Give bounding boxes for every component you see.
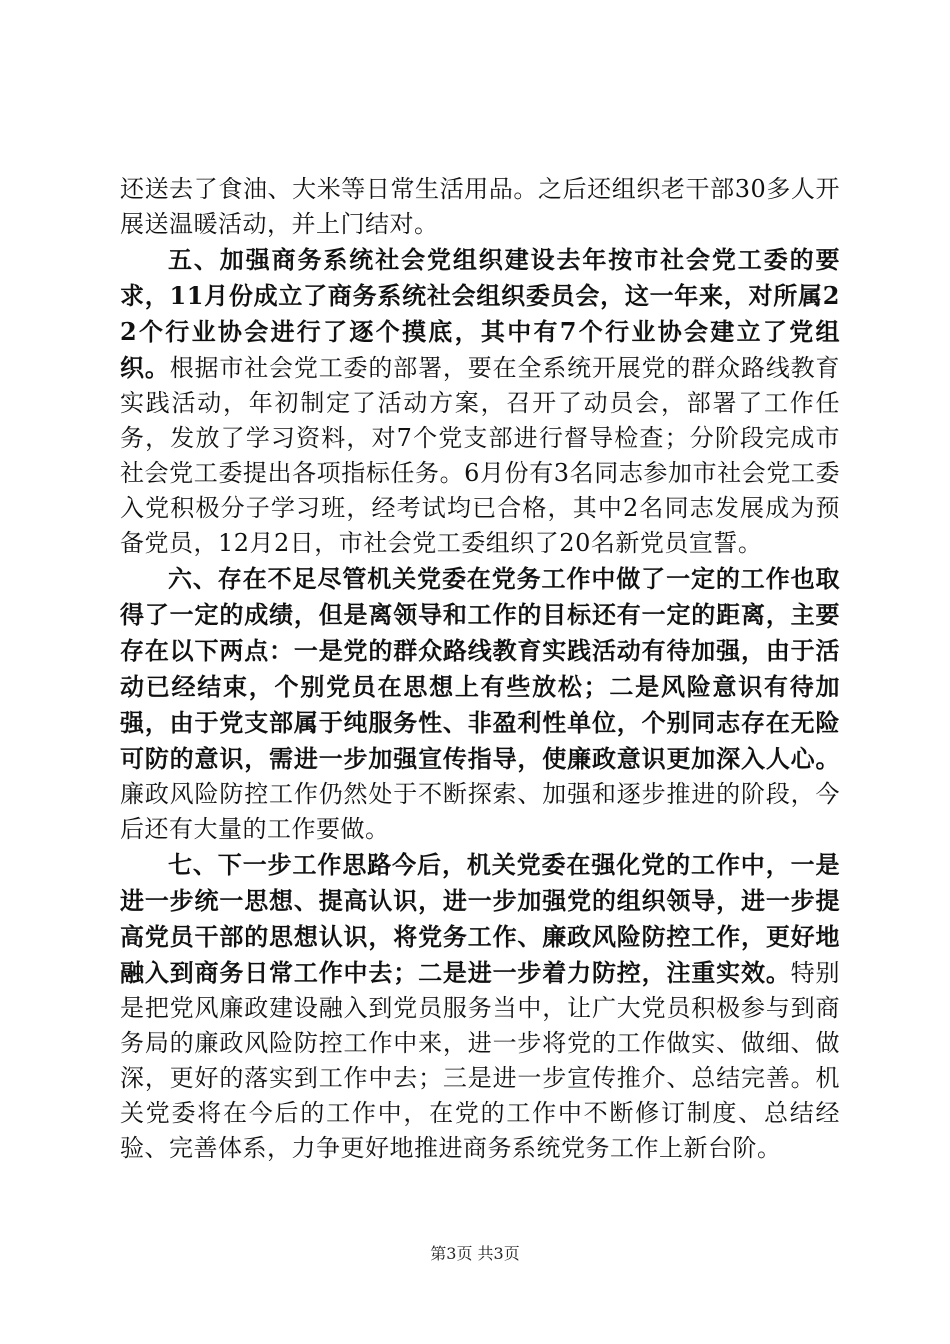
page-number-label: 第3页 共3页 [430, 1244, 520, 1263]
section-6-body-text: 廉政风险防控工作仍然处于不断探索、加强和逐步推进的阶段，今后还有大量的工作要做。 [120, 780, 840, 843]
section-7-body-text: 特别是把党风廉政建设融入到党员服务当中，让广大党员积极参与到商务局的廉政风险防控工作中来，进一步将党的工作做实、做细、做深，更好的落实到工作中去；三是进一步宣传推介、总结完善。机关党委将在今后的工作中，在党的工作中不断修订制度、总结经验、完善体系，力争更好地推进商务系统党务工作上新台阶。 [120, 959, 841, 1162]
section-6-heading-text: 六、存在不足尽管机关党委在党务工作中做了一定的工作也取得了一定的成绩，但是离领导和工作的目标还有一定的距离，主要存在以下两点：一是党的群众路线教育实践活动有待加强，由于活动已经结束，个别党员在思想上有些放松；二是风险意识有待加强，由于党支部属于纯服务性、非盈利性单位，个别同志存在无险可防的意识，需进一步加强宣传指导，使廉政意识更加深入人心。 [120, 564, 840, 773]
paragraph-section-6 [120, 561, 840, 847]
paragraph-text: 还送去了食油、大米等日常生活用品。之后还组织老干部30多人开展送温暖活动，并上门结对。 [120, 175, 840, 238]
paragraph-continued [120, 172, 840, 242]
document-body [120, 172, 840, 1166]
section-5-body-text: 根据市社会党工委的部署，要在全系统开展党的群众路线教育实践活动，年初制定了活动方案，召开了动员会，部署了工作任务，发放了学习资料，对7个党支部进行督导检查；分阶段完成市社会党工委提出各项指标任务。6月份有3名同志参加市社会党工委入党积极分子学习班，经考试均已合格，其中2名同志发展成为预备党员，12月2日，市社会党工委组织了20名新党员宣誓。 [120, 354, 841, 557]
section-7-heading-text: 七、下一步工作思路今后，机关党委在强化党的工作中，一是进一步统一思想、提高认识，进一步加强党的组织领导，进一步提高党员干部的思想认识，将党务工作、廉政风险防控工作，更好地融入到商务日常工作中去；二是进一步着力防控，注重实效。 [120, 850, 840, 987]
page-footer [0, 1244, 950, 1264]
paragraph-section-7 [120, 847, 840, 1166]
paragraph-section-5 [120, 242, 840, 561]
section-5-heading-text: 五、加强商务系统社会党组织建设去年按市社会党工委的要求，11月份成立了商务系统社会组织委员会，这一年来，对所属22个行业协会进行了逐个摸底，其中有7个行业协会建立了党组织。 [120, 245, 840, 382]
